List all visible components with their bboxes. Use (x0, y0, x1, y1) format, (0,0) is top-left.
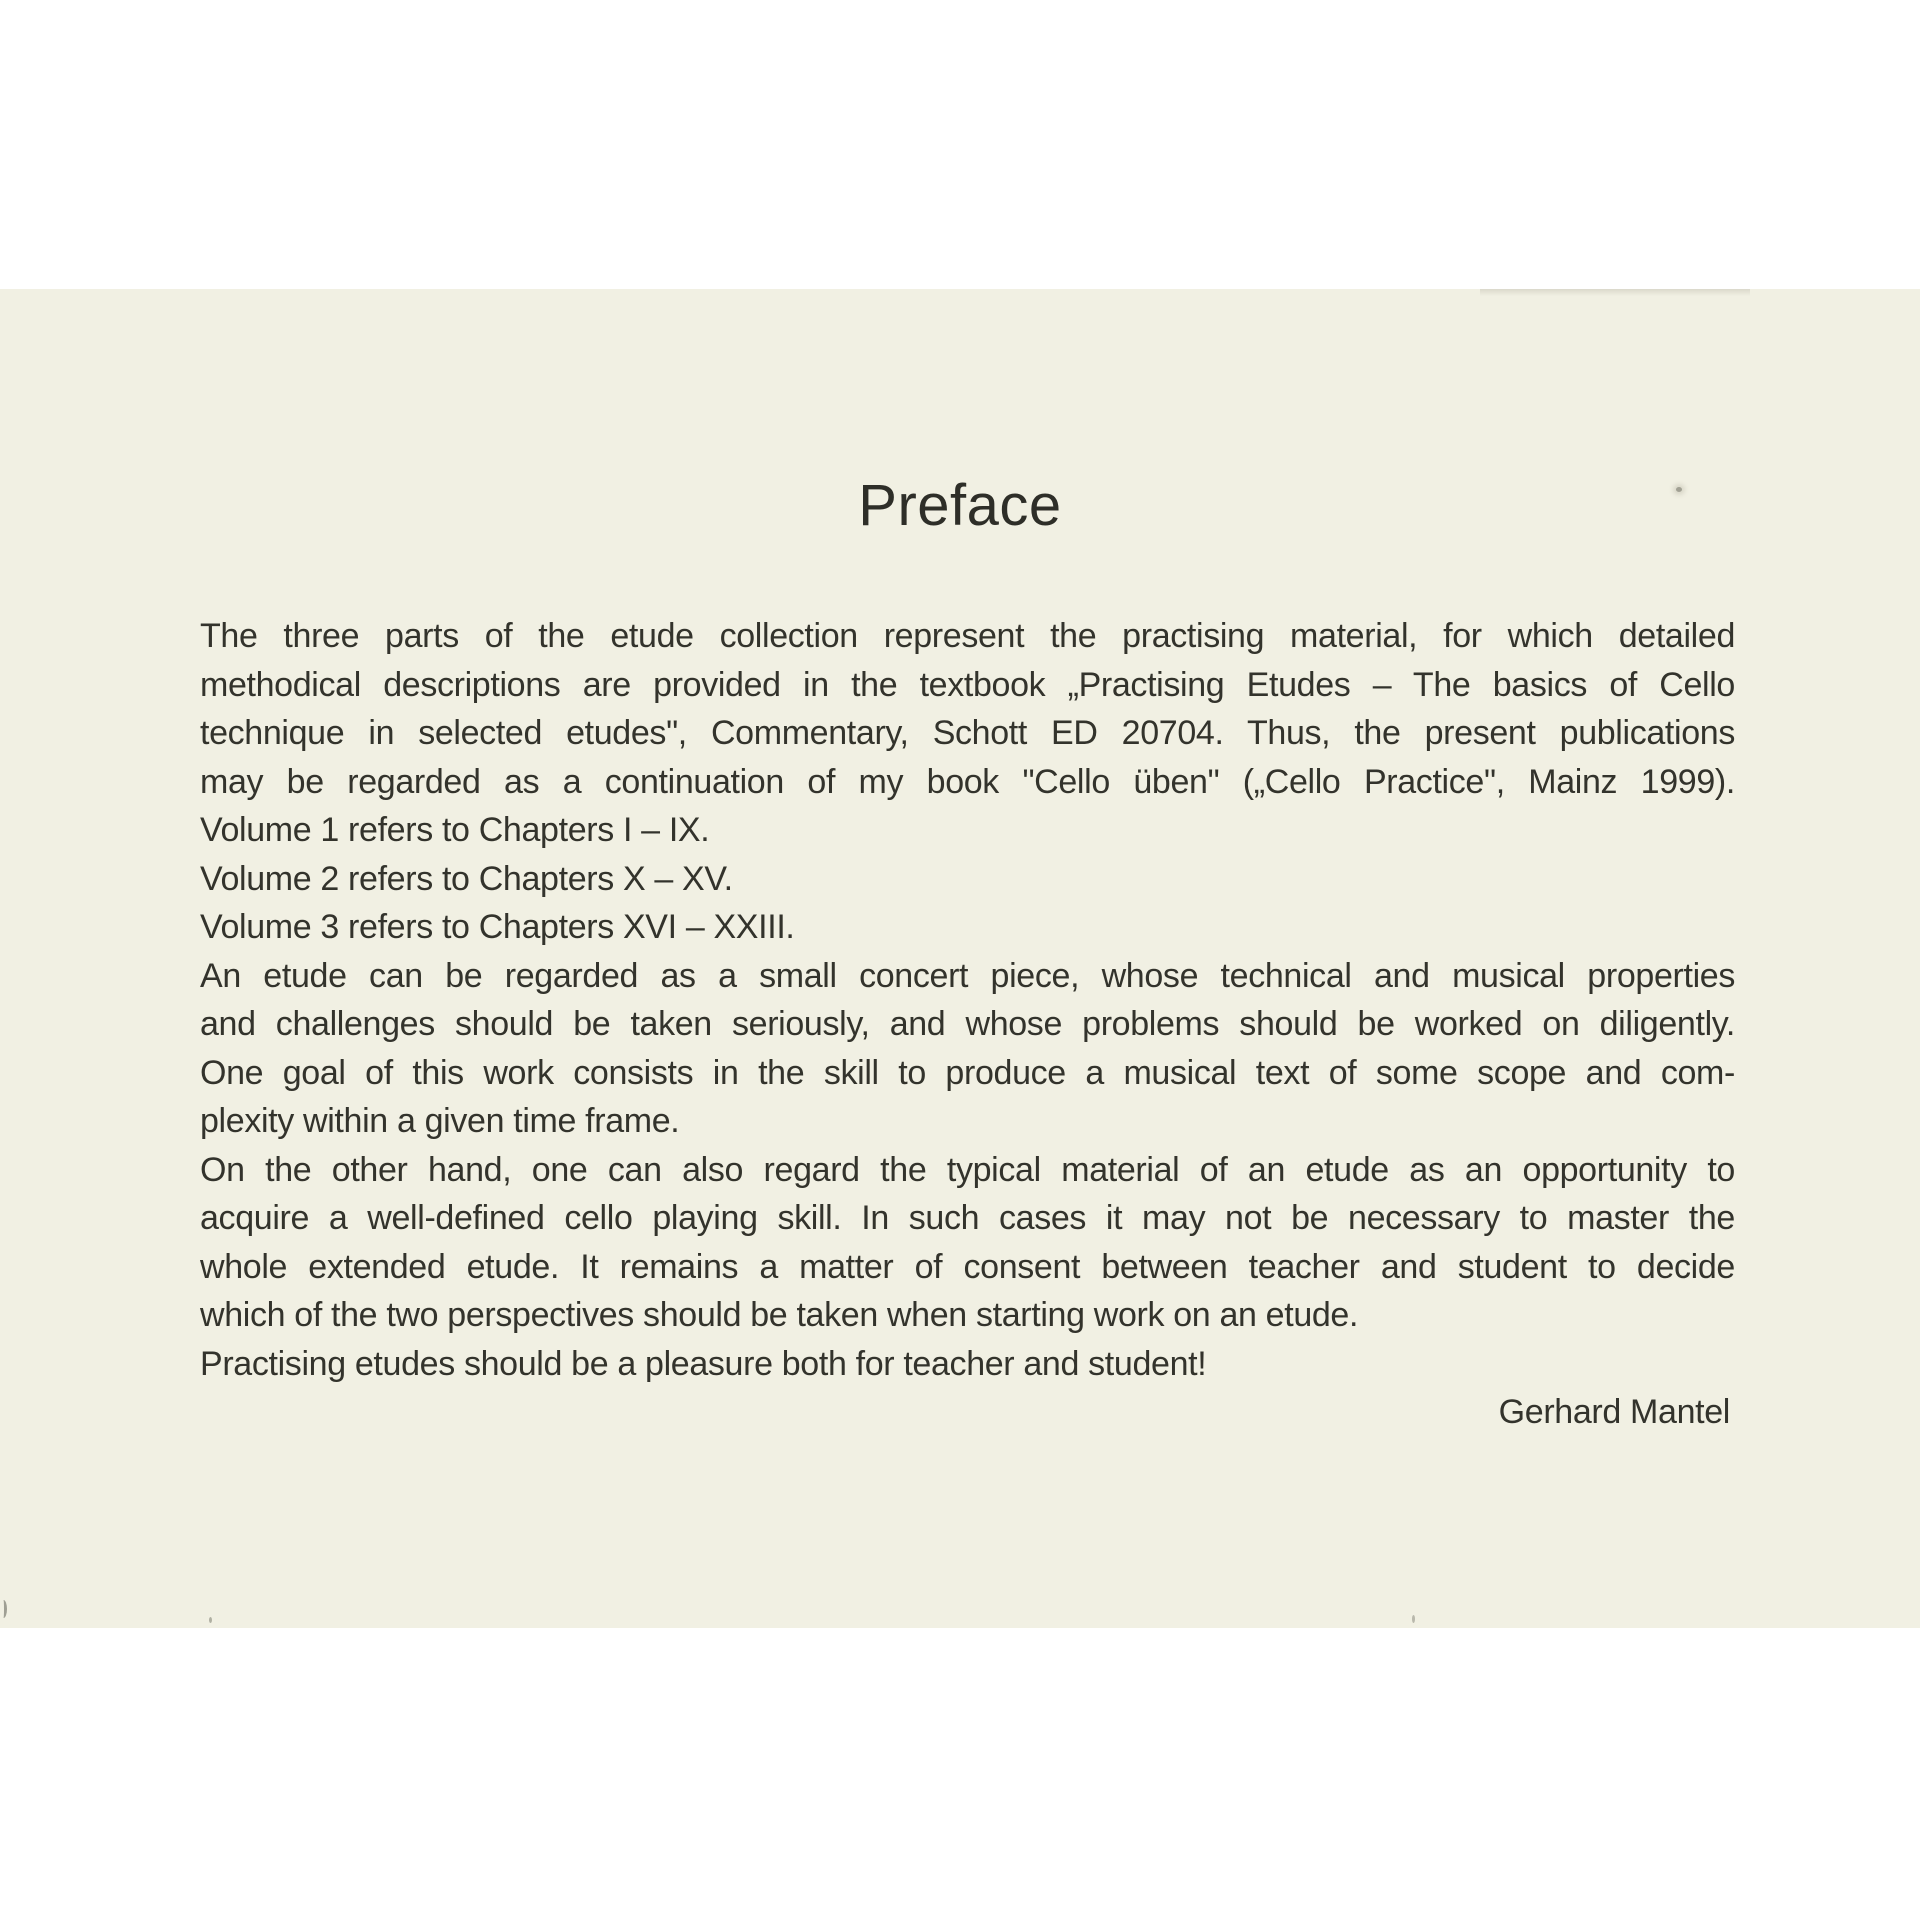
scan-artifact (1676, 487, 1682, 492)
page-title: Preface (858, 473, 1062, 538)
preface-line: technique in selected etudes", Commentary, Schott ED 20704. Thus, the present publications (200, 714, 1735, 752)
preface-line: One goal of this work consists in the skill to produce a musical text of some scope and com- (200, 1053, 1735, 1092)
preface-line: acquire a well-defined cello playing skill. In such cases it may not be necessary to master the (200, 1199, 1735, 1237)
preface-line: The three parts of the etude collection represent the practising material, for which detailed (200, 617, 1735, 655)
author-signature: Gerhard Mantel (1498, 1393, 1730, 1431)
preface-line: and challenges should be taken seriously, and whose problems should be worked on diligently. (200, 1005, 1735, 1043)
preface-line: Volume 3 refers to Chapters XVI – XXIII. (200, 908, 795, 946)
preface-line: Volume 1 refers to Chapters I – IX. (200, 811, 710, 849)
preface-line: whole extended etude. It remains a matter of consent between teacher and student to decide (200, 1247, 1735, 1286)
preface-line: Practising etudes should be a pleasure both for teacher and student! (200, 1344, 1207, 1383)
preface-line: may be regarded as a continuation of my book "Cello üben" („Cello Practice", Mainz 1999). (200, 762, 1735, 801)
scan-artifact (0, 1600, 7, 1618)
scan-artifact (1412, 1615, 1415, 1623)
preface-body (200, 612, 1735, 1437)
scan-artifact (209, 1617, 212, 1623)
preface-line: An etude can be regarded as a small concert piece, whose technical and musical properties (200, 956, 1735, 995)
preface-line: methodical descriptions are provided in the textbook „Practising Etudes – The basics of Cello (200, 665, 1735, 704)
preface-line: On the other hand, one can also regard the typical material of an etude as an opportunity to (200, 1150, 1735, 1189)
preface-line: which of the two perspectives should be taken when starting work on an etude. (200, 1296, 1359, 1334)
preface-line: Volume 2 refers to Chapters X – XV. (200, 859, 733, 898)
page (0, 289, 1920, 1628)
preface-line: plexity within a given time frame. (200, 1102, 680, 1140)
